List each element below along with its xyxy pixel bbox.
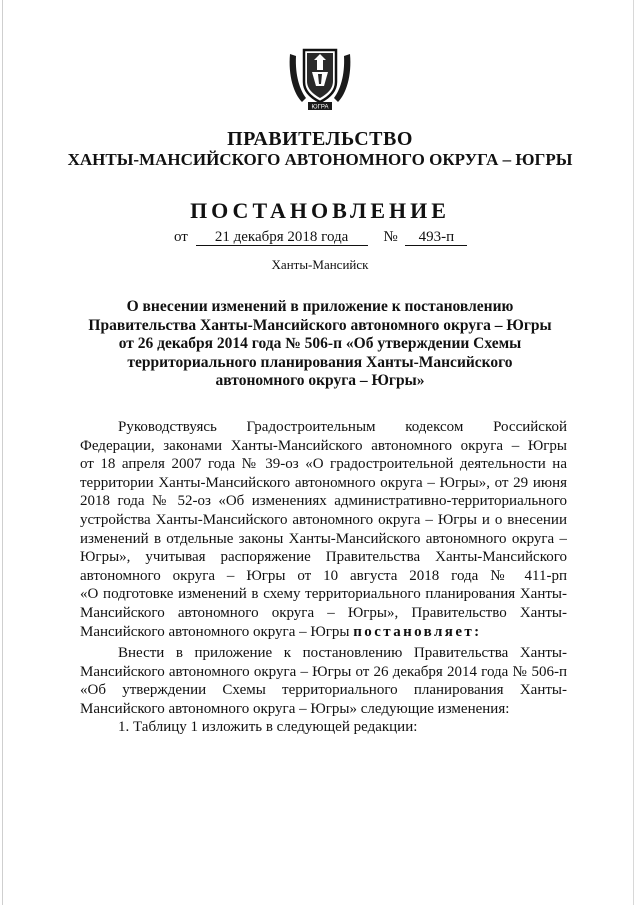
decree-date-line [174, 229, 494, 246]
text-line: Мансийского автономного округа – Югры», Правительство Ханты- [80, 604, 567, 621]
text-line-last: Мансийского автономного округа – Югры» следующие изменения: [80, 700, 510, 717]
text-line: от 18 апреля 2007 года № 39-оз «О градостроительной деятельности на [80, 456, 567, 473]
text-line: Внести в приложение к постановлению Правительства Ханты- [118, 645, 567, 661]
title-line: Правительства Ханты-Мансийского автономного округа – Югры [88, 316, 552, 334]
decree-date: 21 декабря 2018 года [196, 229, 368, 246]
operative-paragraph [80, 644, 567, 737]
text-line: Федерации, законами Ханты-Мансийского автономного округа – Югры [80, 437, 567, 454]
coat-of-arms-emblem [282, 42, 358, 112]
text-line: Югры», учитывая распоряжение Правительства Ханты-Мансийского [80, 549, 567, 566]
decree-type: ПОСТАНОВЛЕНИЕ [190, 198, 450, 223]
text-line: Руководствуясь Градостроительным кодексом Российской [118, 419, 567, 435]
text-line: территории Ханты-Мансийского автономного округа – Югры», от 29 июня [80, 474, 567, 491]
text-line: «О подготовке изменений в схему территориального планирования Ханты- [80, 586, 567, 603]
item-1: 1. Таблицу 1 изложить в следующей редакции: [118, 719, 418, 736]
text-line: Мансийского автономного округа – Югры от 26 декабря 2014 года № 506-п [80, 663, 567, 680]
resolves-colon: : [474, 623, 482, 640]
text-line: 2018 года № 52-оз «Об изменениях административно-территориального [80, 493, 567, 510]
text-line: «Об утверждении Схемы территориального планирования Ханты- [80, 682, 567, 699]
government-region: ХАНТЫ-МАНСИЙСКОГО АВТОНОМНОГО ОКРУГА – ЮГРЫ [67, 150, 573, 169]
title-line: О внесении изменений в приложение к постановлению [126, 298, 514, 315]
city-name: Ханты-Мансийск [271, 257, 369, 272]
text-line: изменений в отдельные законы Ханты-Мансийского автономного округа – [80, 530, 567, 547]
text-fragment: Мансийского автономного округа – Югры [80, 623, 350, 640]
title-line: от 26 декабря 2014 года № 506-п «Об утверждении Схемы [118, 335, 522, 352]
number-prefix: № [383, 229, 398, 245]
decree-number: 493-п [405, 229, 467, 246]
title-line: автономного округа – Югры» [215, 372, 425, 389]
government-title: ПРАВИТЕЛЬСТВО [227, 128, 413, 150]
title-line: территориального планирования Ханты-Мансийского [127, 353, 513, 371]
emblem-text: ЮГРА [311, 104, 329, 111]
text-line-last [80, 623, 567, 642]
decree-title [80, 298, 560, 391]
text-line: устройства Ханты-Мансийского автономного округа – Югры и о внесении [80, 511, 567, 528]
preamble-paragraph [80, 418, 567, 641]
date-prefix: от [174, 229, 188, 245]
resolves-word: постановляет [353, 623, 475, 640]
text-line: автономного округа – Югры от 10 августа 2018 года № 411-рп [80, 567, 567, 584]
